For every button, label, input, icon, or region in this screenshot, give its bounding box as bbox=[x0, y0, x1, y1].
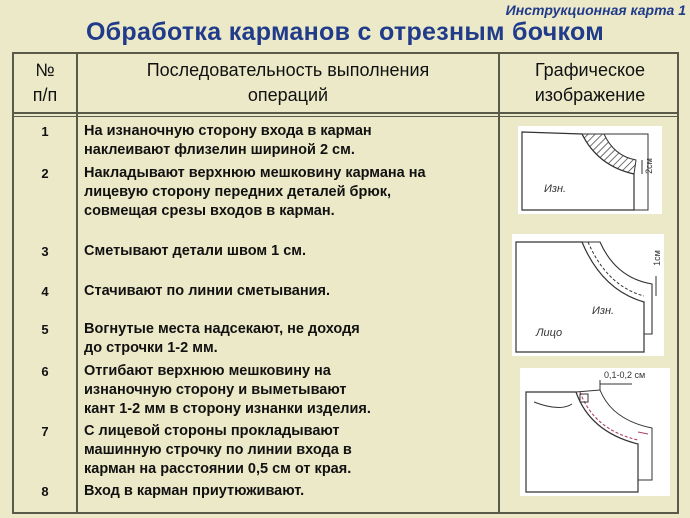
fig1-measure: 2см bbox=[644, 158, 654, 174]
figure-interfacing bbox=[518, 126, 662, 214]
row-number: 3 bbox=[41, 244, 49, 259]
fig2-measure: 1см bbox=[652, 250, 662, 266]
page-title: Обработка карманов с отрезным бочком bbox=[85, 18, 605, 46]
instruction-table bbox=[12, 52, 679, 514]
row-text: С лицевой стороны прокладывают машинную строчку по линии входа в карман на расстоянии 0,5 см от края. bbox=[84, 423, 352, 477]
row-number: 1 bbox=[41, 124, 49, 139]
row-number: 7 bbox=[41, 424, 49, 439]
row-number: 6 bbox=[41, 364, 49, 379]
figure-stitching bbox=[512, 234, 664, 356]
row-number: 8 bbox=[41, 484, 49, 499]
column-divider bbox=[76, 54, 78, 512]
column-divider bbox=[498, 54, 500, 512]
row-number: 2 bbox=[41, 166, 49, 181]
figure-topstitch bbox=[520, 368, 670, 496]
row-text: Вход в карман приутюживают. bbox=[84, 483, 305, 499]
card-label: Инструкционная карта 1 bbox=[505, 2, 686, 18]
row-text: Стачивают по линии сметывания. bbox=[84, 283, 331, 299]
row-number: 4 bbox=[41, 284, 49, 299]
column-header-graphic: Графическое изображение bbox=[534, 60, 646, 105]
fig3-measure: 0,1-0,2 см bbox=[604, 370, 646, 380]
row-number: 5 bbox=[41, 322, 49, 337]
row-text: Сметывают детали швом 1 см. bbox=[84, 243, 307, 259]
fig1-side-label: Изн. bbox=[544, 183, 567, 195]
row-text: Вогнутые места надсекают, не доходя до строчки 1-2 мм. bbox=[84, 321, 360, 356]
header-divider bbox=[14, 112, 677, 114]
fig2-wrong-side: Изн. bbox=[592, 305, 615, 317]
row-text: Отгибают верхнюю мешковину на изнаночную сторону и выметывают кант 1-2 мм в сторону изнанки изделия. bbox=[84, 363, 371, 417]
header-divider bbox=[14, 116, 677, 117]
column-header-number: № п/п bbox=[32, 60, 58, 105]
fig2-right-side: Лицо bbox=[536, 327, 563, 339]
row-text: На изнаночную сторону входа в карман наклеивают флизелин шириной 2 см. bbox=[84, 123, 372, 158]
column-header-sequence: Последовательность выполнения операций bbox=[146, 60, 430, 105]
row-text: Накладывают верхнюю мешковину кармана на лицевую сторону передних деталей брюк, совмещая срезы входов в карман. bbox=[84, 165, 426, 219]
